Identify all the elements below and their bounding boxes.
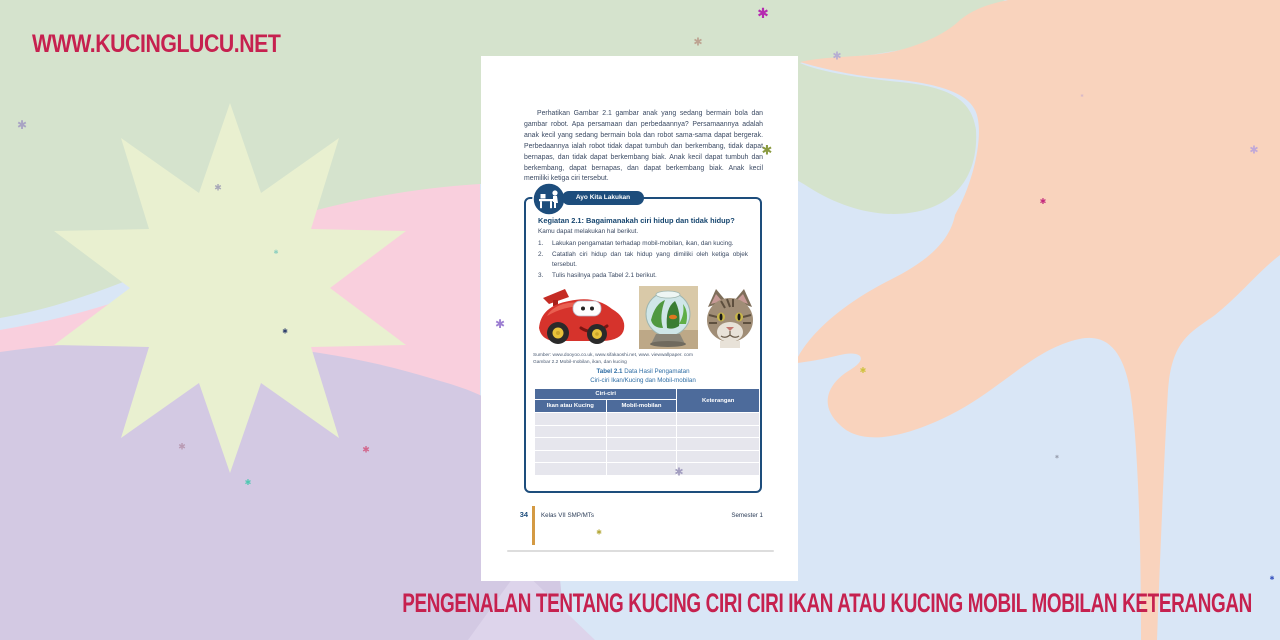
page-bottom-shadow	[507, 550, 774, 552]
watermark-text: WWW.KUCINGLUCU.NET	[32, 30, 281, 58]
figure-source: Sumber: www.dooyoo.co.uk, www.sifakaoshi.net, www. viewwallpaper. com	[533, 353, 693, 358]
sparkle-icon: ✱	[596, 529, 602, 537]
sparkle-icon: ✱	[1039, 197, 1047, 206]
header-ciri-ciri: Ciri-ciri	[535, 389, 676, 399]
empty-cell	[607, 438, 677, 450]
observation-table	[534, 388, 760, 476]
table-row	[535, 413, 759, 425]
footer-accent-bar	[532, 506, 535, 545]
textbook-page	[481, 56, 798, 581]
table-subtitle: Ciri-ciri Ikan/Kucing dan Mobil-mobilan	[590, 377, 696, 384]
sparkle-icon: ✱	[832, 50, 842, 63]
table-row	[535, 463, 759, 475]
sparkle-icon: ✱	[273, 250, 279, 256]
sparkle-icon: ✱	[757, 5, 769, 21]
empty-cell	[607, 463, 677, 475]
footer-right-text: Semester 1	[731, 512, 763, 519]
sparkle-icon: ✱	[16, 118, 28, 132]
sparkle-icon: ✱	[1080, 93, 1084, 98]
empty-cell	[677, 451, 759, 463]
empty-cell	[677, 413, 759, 425]
sparkle-icon: ✱	[1269, 576, 1275, 582]
activity-box	[524, 194, 762, 493]
sparkle-icon: ✱	[1249, 144, 1259, 157]
intro-paragraph: Perhatikan Gambar 2.1 gambar anak yang sedang bermain bola dan gambar robot. Apa persamaan dan perbedaannya? Persamaannya adalah anak kecil yang sedang bermain bola dan robot sama-sama dapat bergerak. Perbedaannya ialah robot tidak dapat tumbuh dan berkembang, tidak dapat bernapas, dan tidak dapat berkembang biak. Anak kecil dapat tumbuh dan berkembang, dapat bernapas, dan dapat berkembang biak. Anak kecil memiliki ketiga ciri tersebut.	[524, 110, 763, 183]
sparkle-icon: ✱	[859, 366, 867, 375]
activity-title: Kegiatan 2.1: Bagaimanakah ciri hidup dan tidak hidup?	[538, 216, 735, 225]
step-item: 2. Catatlah ciri hidup dan tak hidup yang dimiliki oleh ketiga objek tersebut.	[538, 250, 748, 268]
empty-cell	[535, 463, 606, 475]
toy-car-photo	[533, 286, 629, 348]
header-keterangan: Keterangan	[677, 389, 759, 412]
bottom-caption-text: PENGENALAN TENTANG KUCING CIRI CIRI IKAN ATAU KUCING MOBIL MOBILAN KETERANGAN	[402, 588, 1252, 618]
header-mobil-mobilan: Mobil-mobilan	[607, 400, 677, 412]
fishbowl-photo	[639, 286, 698, 349]
sparkle-icon: ✱	[282, 328, 288, 336]
sparkle-icon: ✱	[761, 142, 773, 158]
sparkle-icon: ✱	[693, 36, 703, 49]
sparkle-icon: ✱	[674, 466, 684, 479]
empty-cell	[535, 426, 606, 438]
empty-cell	[607, 426, 677, 438]
empty-cell	[677, 438, 759, 450]
empty-cell	[535, 438, 606, 450]
table-row	[535, 426, 759, 438]
figure-photos	[533, 286, 753, 349]
empty-cell	[677, 463, 759, 475]
activity-intro: Kamu dapat melakukan hal berikut.	[538, 228, 639, 235]
empty-cell	[535, 451, 606, 463]
empty-cell	[607, 451, 677, 463]
activity-banner: Ayo Kita Lakukan	[562, 191, 644, 205]
step-item: 3. Tulis hasilnya pada Tabel 2.1 berikut.	[538, 271, 657, 279]
activity-steps	[538, 239, 748, 281]
activity-desk-icon	[532, 182, 566, 216]
cat-photo	[703, 287, 757, 348]
empty-cell	[535, 413, 606, 425]
sparkle-icon: ✱	[1054, 454, 1060, 461]
empty-cell	[677, 426, 759, 438]
sparkle-icon: ✱	[244, 478, 252, 487]
table-row	[535, 438, 759, 450]
step-item: 1. Lakukan pengamatan terhadap mobil-mobilan, ikan, dan kucing.	[538, 240, 734, 247]
sparkle-icon: ✱	[494, 317, 506, 331]
empty-cell	[607, 413, 677, 425]
page-number: 34	[519, 510, 528, 519]
footer-left-text: Kelas VII SMP/MTs	[541, 512, 594, 519]
sparkle-icon: ✱	[214, 182, 222, 193]
header-ikan-atau-kucing: Ikan atau Kucing	[535, 400, 606, 412]
figure-caption: Gambar 2.2 Mobil-mobilan, ikan, dan kucing	[533, 360, 627, 365]
sparkle-icon: ✱	[362, 444, 370, 455]
table-row	[535, 451, 759, 463]
sparkle-icon: ✱	[178, 441, 186, 452]
table-title: Tabel 2.1 Data Hasil Pengamatan	[596, 368, 690, 375]
